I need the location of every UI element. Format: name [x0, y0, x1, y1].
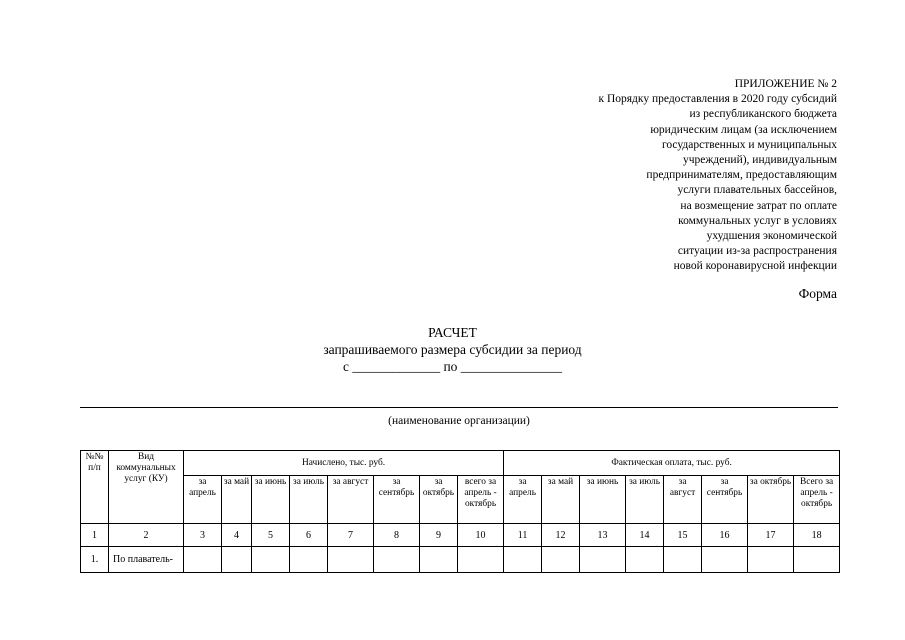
form-label: Форма: [798, 286, 837, 301]
header-accrued-col: за август: [328, 476, 374, 524]
column-number: 11: [504, 524, 542, 547]
header-accrued-col: за май: [222, 476, 252, 524]
column-number: 4: [222, 524, 252, 547]
appendix-line: к Порядку предоставления в 2020 году субсидий: [598, 93, 837, 106]
appendix-line: коммунальных услуг в условиях: [678, 214, 837, 227]
appendix-line: государственных и муниципальных: [661, 138, 837, 151]
column-number: 12: [542, 524, 580, 547]
appendix-line: предпринимателям, предоставляющим: [646, 169, 837, 182]
appendix-line: учреждений), индивидуальным: [682, 154, 837, 167]
column-number: 15: [664, 524, 702, 547]
table-cell[interactable]: [420, 547, 458, 573]
column-number: 7: [328, 524, 374, 547]
table-cell[interactable]: [328, 547, 374, 573]
table-cell[interactable]: [290, 547, 328, 573]
appendix-line: из республиканского бюджета: [689, 108, 837, 121]
table-cell[interactable]: [702, 547, 748, 573]
column-number: 14: [626, 524, 664, 547]
header-paid-col: за апрель: [504, 476, 542, 524]
table-cell[interactable]: [458, 547, 504, 573]
period-line: с _____________ по _______________: [342, 359, 563, 374]
column-number: 8: [374, 524, 420, 547]
header-accrued-col: за сентябрь: [374, 476, 420, 524]
table-row: [81, 547, 840, 573]
column-number: 13: [580, 524, 626, 547]
header-paid-col: за октябрь: [748, 476, 794, 524]
header-paid-col: за июнь: [580, 476, 626, 524]
appendix-line: на возмещение затрат по оплате: [680, 199, 837, 212]
appendix-line: юридическим лицам (за исключением: [650, 123, 837, 136]
title-line: запрашиваемого размера субсидии за период: [323, 342, 582, 357]
table-cell[interactable]: [748, 547, 794, 573]
header-accrued-col: за октябрь: [420, 476, 458, 524]
table-cell[interactable]: [542, 547, 580, 573]
column-number: 17: [748, 524, 794, 547]
organization-name-line: [80, 407, 838, 408]
header-kind: Вид коммунальных услуг (КУ): [109, 451, 184, 524]
column-number: 1: [81, 524, 109, 547]
column-number: 3: [184, 524, 222, 547]
column-number: 10: [458, 524, 504, 547]
table-cell[interactable]: [252, 547, 290, 573]
header-paid-col: за август: [664, 476, 702, 524]
document-title: [0, 324, 905, 375]
column-number: 9: [420, 524, 458, 547]
column-number: 5: [252, 524, 290, 547]
row-num: 1.: [81, 547, 109, 573]
column-number: 6: [290, 524, 328, 547]
header-paid-col: за июль: [626, 476, 664, 524]
title-line: РАСЧЕТ: [428, 325, 477, 340]
row-kind: По плаватель-: [109, 547, 184, 573]
appendix-line: услуги плавательных бассейнов,: [677, 184, 837, 197]
column-number: 2: [109, 524, 184, 547]
table-cell[interactable]: [184, 547, 222, 573]
header-num: №№ п/п: [81, 451, 109, 524]
column-number: 18: [794, 524, 840, 547]
header-accrued-col: за апрель: [184, 476, 222, 524]
header-paid-col: за сентябрь: [702, 476, 748, 524]
table-cell[interactable]: [664, 547, 702, 573]
table-cell[interactable]: [626, 547, 664, 573]
table-cell[interactable]: [222, 547, 252, 573]
table-cell[interactable]: [504, 547, 542, 573]
appendix-line: ухудшения экономической: [706, 230, 837, 243]
organization-caption: (наименование организации): [388, 415, 530, 427]
header-accrued: Начислено, тыс. руб.: [184, 451, 504, 476]
appendix-block: [599, 77, 838, 275]
header-paid-col: за май: [542, 476, 580, 524]
table-cell[interactable]: [580, 547, 626, 573]
header-accrued-col: всего за апрель - октябрь: [458, 476, 504, 524]
header-paid-col: Всего за апрель - октябрь: [794, 476, 840, 524]
appendix-line: ПРИЛОЖЕНИЕ № 2: [734, 78, 837, 90]
appendix-line: ситуации из-за распространения: [677, 245, 837, 258]
header-accrued-col: за июнь: [252, 476, 290, 524]
table-cell[interactable]: [374, 547, 420, 573]
column-number: 16: [702, 524, 748, 547]
table-cell[interactable]: [794, 547, 840, 573]
header-accrued-col: за июль: [290, 476, 328, 524]
header-paid: Фактическая оплата, тыс. руб.: [504, 451, 840, 476]
appendix-line: новой коронавирусной инфекции: [673, 260, 837, 273]
subsidy-table: [80, 450, 840, 573]
